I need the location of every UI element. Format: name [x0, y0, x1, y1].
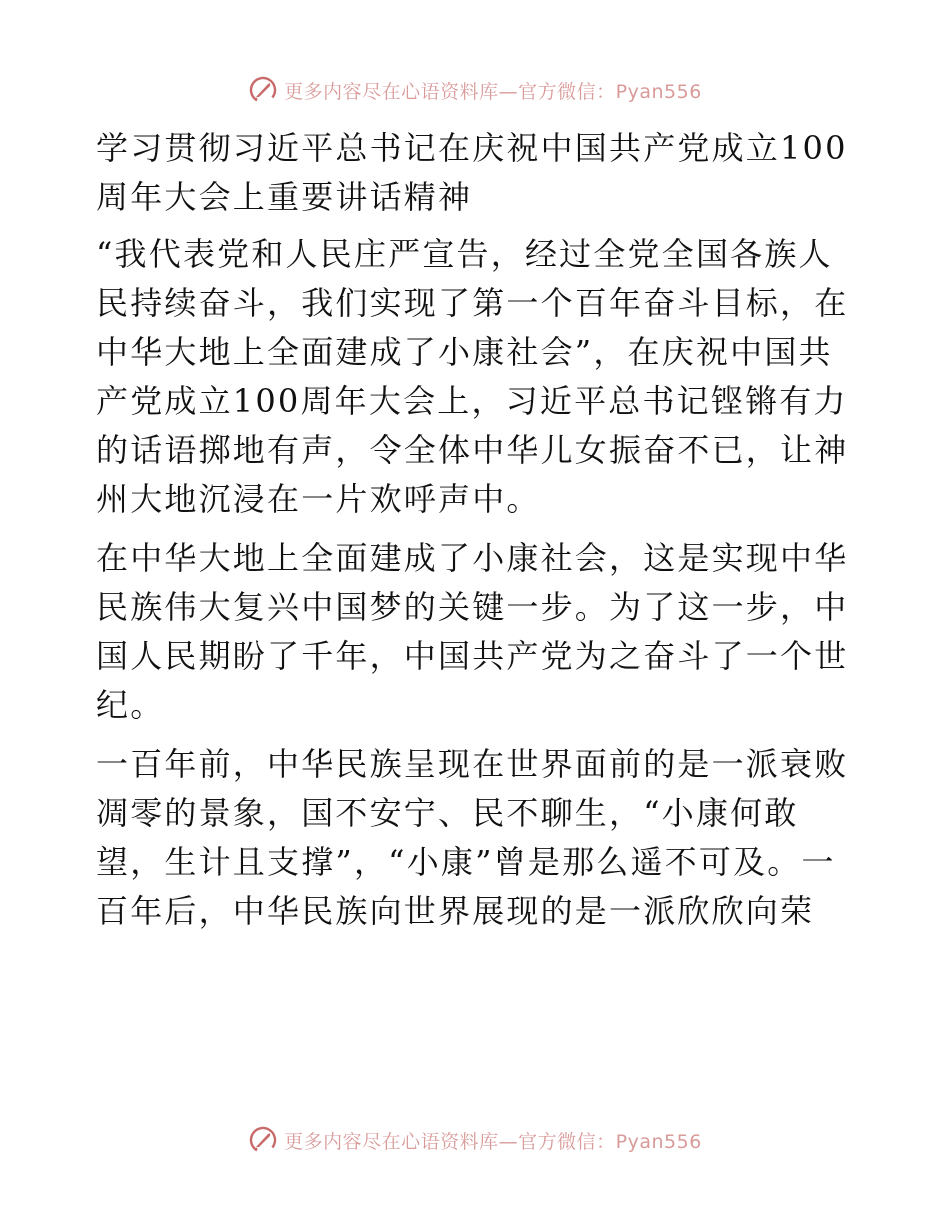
header-watermark: [0, 70, 950, 110]
document-body: [96, 124, 856, 946]
paragraph: 一百年前，中华民族呈现在世界面前的是一派衰败凋零的景象，国不安宁、民不聊生，“小康何敢望，生计且支撑”，“小康”曾是那么遥不可及。一百年后，中华民族向世界展现的是一派欣欣向荣: [96, 745, 849, 930]
watermark-text: 更多内容尽在心语资料库—官方微信：Pyan556: [284, 1130, 702, 1153]
document-title: 学习贯彻习近平总书记在庆祝中国共产党成立100周年大会上重要讲话精神: [96, 129, 848, 216]
paragraph: 在中华大地上全面建成了小康社会，这是实现中华民族伟大复兴中国梦的关键一步。为了这一步，中国人民期盼了千年，中国共产党为之奋斗了一个世纪。: [96, 539, 849, 724]
watermark-text: 更多内容尽在心语资料库—官方微信：Pyan556: [284, 80, 702, 103]
footer-watermark: [0, 1120, 950, 1160]
paragraph: “我代表党和人民庄严宣告，经过全党全国各族人民持续奋斗，我们实现了第一个百年奋斗目标，在中华大地上全面建成了小康社会”，在庆祝中国共产党成立100周年大会上，习近平总书记铿锵有力的话语掷地有声，令全体中华儿女振奋不已，让神州大地沉浸在一片欢呼声中。: [96, 235, 849, 518]
quill-logo-icon: [248, 75, 278, 105]
quill-logo-icon: [248, 1125, 278, 1155]
